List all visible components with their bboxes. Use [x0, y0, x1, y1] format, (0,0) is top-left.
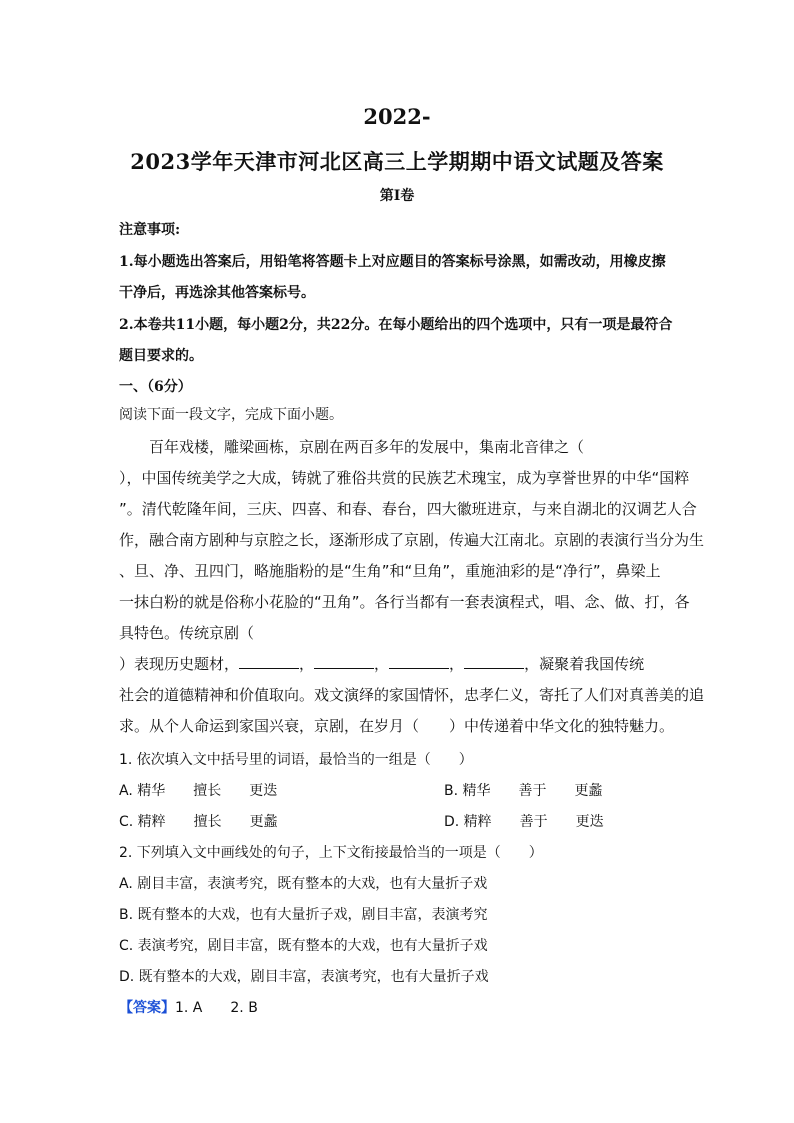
notice-item-1-line-2: 干净后，再选涂其他答案标号。 [119, 285, 315, 301]
question-1-option-a: A. 精华 擅长 更迭 [119, 783, 278, 799]
blank-separator: ， [299, 655, 315, 673]
question-1-option-c: C. 精粹 擅长 更蠡 [119, 814, 278, 830]
answer-text: 1. A 2. B [175, 1000, 258, 1016]
title-year-start: 2022- [363, 104, 431, 129]
blank-separator: ， [449, 655, 465, 673]
fill-blank-1 [239, 654, 299, 669]
question-2-option-c: C. 表演考究，剧目丰富，既有整本的大戏，也有大量折子戏 [119, 938, 488, 954]
fill-blank-4 [464, 654, 524, 669]
passage-line-8 [119, 653, 644, 674]
question-1-option-b: B. 精华 善于 更蠡 [444, 783, 603, 799]
passage-line-10: 求。从个人命运到家国兴衰，京剧，在岁月（ ）中传递着中华文化的独特魅力。 [119, 717, 675, 735]
passage-line-2: ），中国传统美学之大成，铸就了雅俗共赏的民族艺术瑰宝，成为享誉世界的中华“国粹 [119, 469, 690, 487]
question-2-option-b: B. 既有整本的大戏，也有大量折子戏，剧目丰富，表演考究 [119, 907, 488, 923]
answer-tag: 【答案】 [119, 1000, 175, 1016]
question-2-stem: 2. 下列填入文中画线处的句子，上下文衔接最恰当的一项是（ ） [119, 845, 543, 861]
question-1-stem: 1. 依次填入文中括号里的词语，最恰当的一组是（ ） [119, 752, 473, 768]
answer-line [119, 997, 258, 1017]
volume-label: 第I卷 [379, 188, 415, 204]
passage-line-5: 、旦、净、丑四门，略施脂粉的是“生角”和“旦角”，重施油彩的是“净行”，鼻梁上 [119, 562, 661, 580]
passage-line-8-end: ，凝聚着我国传统 [524, 655, 645, 673]
blank-separator: ， [374, 655, 390, 673]
notice-item-2-line-2: 题目要求的。 [119, 348, 203, 364]
passage-line-4: 作，融合南方剧种与京腔之长，逐渐形成了京剧，传遍大江南北。京剧的表演行当分为生 [119, 531, 705, 549]
passage-line-3: ”。清代乾隆年间，三庆、四喜、和春、春台，四大徽班进京，与来自湖北的汉调艺人合 [119, 500, 697, 518]
notice-item-2-line-1: 2.本卷共11小题，每小题2分，共22分。在每小题给出的四个选项中，只有一项是最符合 [119, 317, 673, 333]
fill-blank-2 [314, 654, 374, 669]
passage-line-8-start: ）表现历史题材， [119, 655, 240, 673]
section-heading: 一、（6分） [119, 379, 192, 395]
question-2-option-a: A. 剧目丰富，表演考究，既有整本的大戏，也有大量折子戏 [119, 876, 488, 892]
notice-item-1-line-1: 1.每小题选出答案后，用铅笔将答题卡上对应题目的答案标号涂黑，如需改动，用橡皮擦 [119, 254, 666, 270]
passage-line-7: 具特色。传统京剧（ [119, 624, 255, 642]
fill-blank-3 [389, 654, 449, 669]
passage-line-6: 一抹白粉的就是俗称小花脸的“丑角”。各行当都有一套表演程式，唱、念、做、打，各 [119, 593, 690, 611]
notice-heading: 注意事项: [119, 222, 181, 238]
passage-line-1: 百年戏楼，雕梁画栋，京剧在两百多年的发展中，集南北音律之（ [149, 438, 585, 456]
question-1-option-d: D. 精粹 善于 更迭 [444, 814, 604, 830]
section-instruction: 阅读下面一段文字，完成下面小题。 [119, 407, 343, 423]
question-2-option-d: D. 既有整本的大戏，剧目丰富，表演考究，也有大量折子戏 [119, 969, 489, 985]
passage-line-9: 社会的道德精神和价值取向。戏文演绎的家国情怀，忠孝仁义，寄托了人们对真善美的追 [119, 686, 705, 704]
document-title: 2023学年天津市河北区高三上学期期中语文试题及答案 [130, 149, 664, 174]
